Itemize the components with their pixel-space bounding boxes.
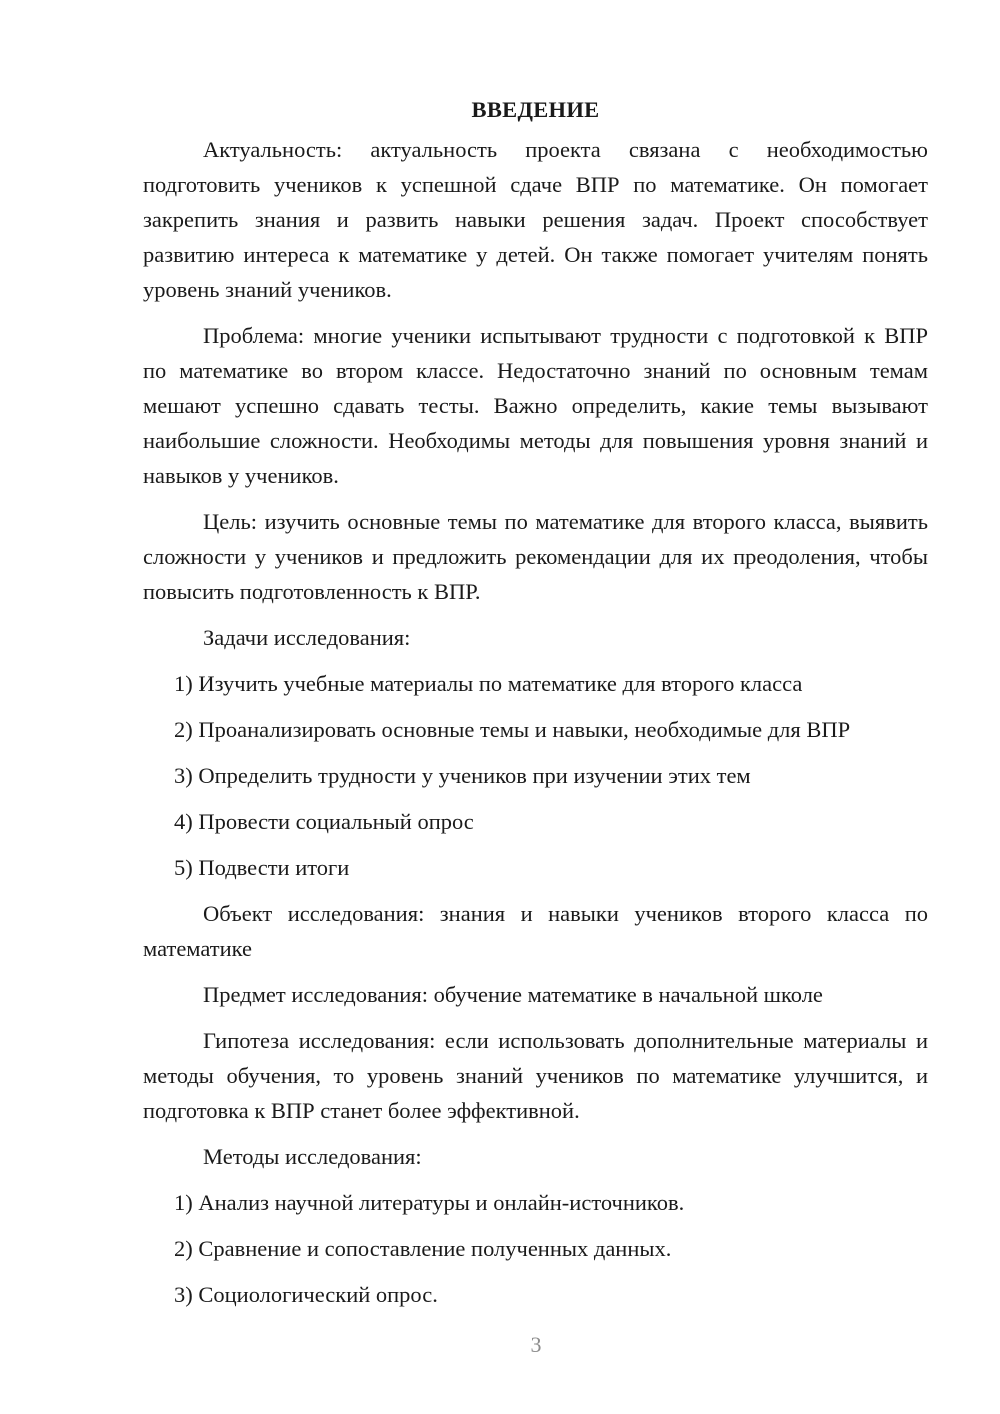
- problem-paragraph: Проблема: многие ученики испытывают трудности с подготовкой к ВПР по математике во втором классе. Недостаточно знаний по основным темам мешают успешно сдавать тесты. Важно определить, какие темы вызывают наибольшие сложности. Необходимы методы для повышения уровня знаний и навыков у учеников.: [143, 323, 928, 488]
- task-item-1: 1) Изучить учебные материалы по математике для второго класса: [174, 671, 803, 696]
- object-paragraph: Объект исследования: знания и навыки учеников второго класса по математике: [143, 901, 928, 961]
- subject-paragraph: Предмет исследования: обучение математике в начальной школе: [203, 982, 823, 1007]
- task-item-2: 2) Проанализировать основные темы и навыки, необходимые для ВПР: [174, 717, 851, 742]
- page-content: [143, 92, 928, 1323]
- method-item-3: 3) Социологический опрос.: [174, 1282, 438, 1307]
- method-item-1: 1) Анализ научной литературы и онлайн-источников.: [174, 1190, 685, 1215]
- relevance-paragraph: Актуальность: актуальность проекта связана с необходимостью подготовить учеников к успешной сдаче ВПР по математике. Он помогает закрепить знания и развить навыки решения задач. Проект способствует развитию интереса к математике у детей. Он также помогает учителям понять уровень знаний учеников.: [143, 137, 928, 302]
- page-number: 3: [530, 1332, 542, 1357]
- goal-paragraph: Цель: изучить основные темы по математике для второго класса, выявить сложности у учеников и предложить рекомендации для их преодоления, чтобы повысить подготовленность к ВПР.: [143, 509, 928, 604]
- section-title: ВВЕДЕНИЕ: [471, 97, 600, 122]
- task-item-4: 4) Провести социальный опрос: [174, 809, 474, 834]
- task-item-5: 5) Подвести итоги: [174, 855, 350, 880]
- tasks-heading: Задачи исследования:: [203, 625, 411, 650]
- hypothesis-paragraph: Гипотеза исследования: если использовать дополнительные материалы и методы обучения, то уровень знаний учеников по математике улучшится, и подготовка к ВПР станет более эффективной.: [143, 1028, 928, 1123]
- task-item-3: 3) Определить трудности у учеников при изучении этих тем: [174, 763, 751, 788]
- method-item-2: 2) Сравнение и сопоставление полученных данных.: [174, 1236, 672, 1261]
- methods-heading: Методы исследования:: [203, 1144, 422, 1169]
